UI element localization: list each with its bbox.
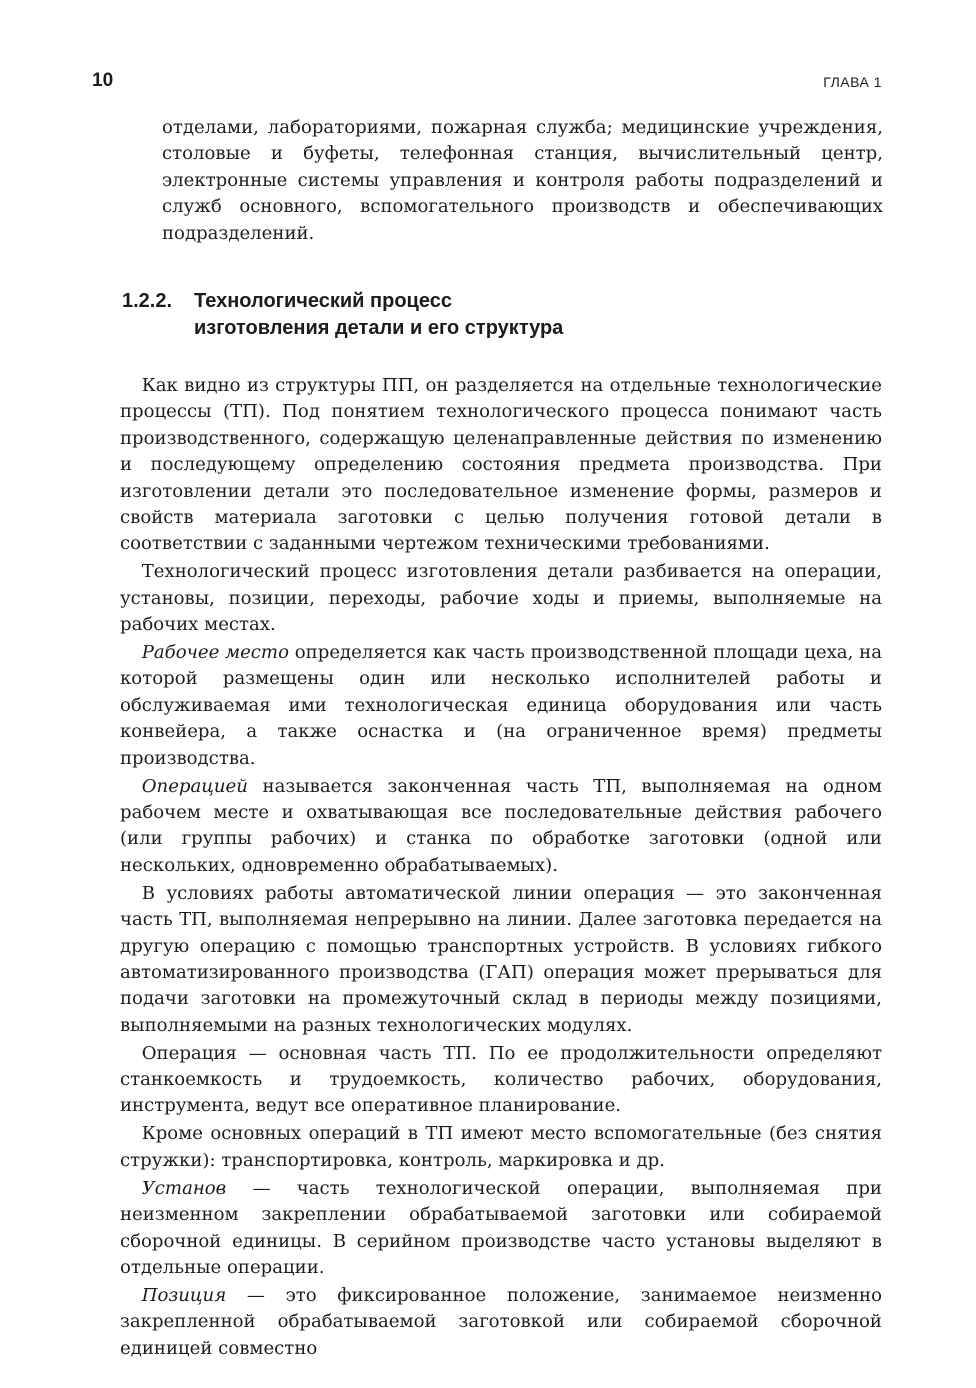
paragraph [120,1121,882,1174]
term-italic: Установ [141,1177,227,1199]
paragraph-text: Как видно из структуры ПП, он разделяется на отдельные технологические процессы (ТП). Под понятием технологического процесса понимают часть производственного, содержащую целенаправленные действия по изменению и последующему определению состояния предмета производства. При изготовлении детали это последовательное изменение формы, размеров и свойств материала заготовки с целью получения готовой детали в соответствии с заданными чертежом техническими требованиями. [120,375,882,555]
section-title-line1: Технологический процесс [194,290,452,312]
term-italic: Операцией [141,775,248,797]
page-number: 10 [92,70,114,91]
paragraph [120,559,882,638]
paragraph [120,1041,882,1120]
running-header-chapter: ГЛАВА 1 [823,74,882,90]
section-title-line2: изготовления детали и его структура [194,317,564,339]
paragraph-text: В условиях работы автоматической линии операция — это законченная часть ТП, выполняемая непрерывно на линии. Далее заготовка передается на другую операцию с помощью транспортных устройств. В условиях гибкого автоматизированного производства (ГАП) операция может прерываться для подачи заготовки на промежуточный склад в периоды между позициями, выполняемыми на разных технологических модулях. [120,882,882,1036]
term-italic: Позиция [141,1284,227,1306]
paragraph [120,1176,882,1282]
intro-paragraph: отделами, лабораториями, пожарная служба; медицинские учреждения, столовые и буфеты, телефонная станция, вычислительный центр, электронные системы управления и контроля работы подразделений и служб основного, вспомогательного производств и обеспечивающих подразделений. [162,117,883,244]
paragraph [120,1283,882,1362]
paragraph-text: — это фиксированное положение, занимаемое неизменно закрепленной обрабатываемой заготовкой или собираемой сборочной единицей совместно [120,1284,882,1359]
paragraph-text: — часть технологической операции, выполняемая при неизменном закреплении обрабатываемой заготовки или собираемой сборочной единицы. В серийном производстве часто установы выделяют в отдельные операции. [120,1177,882,1278]
paragraph [120,774,882,880]
paragraph [120,373,882,558]
paragraph-text: называется законченная часть ТП, выполняемая на одном рабочем месте и охватывающая все последовательные действия рабочего (или группы рабочих) и станка по обработке заготовки (одной или нескольких, одновременно обрабатываемых). [120,775,882,876]
paragraph-text: определяется как часть производственной площади цеха, на которой размещены один или несколько исполнителей работы и обслуживаемая ими технологическая единица оборудования или часть конвейера, а также оснастка и (на ограниченное время) предметы производства. [120,642,882,769]
paragraph [120,640,882,772]
section-heading [122,288,563,342]
paragraph [120,881,882,1039]
term-italic: Рабочее место [141,642,289,664]
paragraph-text: Технологический процесс изготовления детали разбивается на операции, установы, позиции, переходы, рабочие ходы и приемы, выполняемые на рабочих местах. [120,561,882,636]
paragraph-text: Кроме основных операций в ТП имеют место вспомогательные (без снятия стружки): транспортировка, контроль, маркировка и др. [120,1123,882,1171]
section-number: 1.2.2. [122,290,173,312]
paragraph-text: Операция — основная часть ТП. По ее продолжительности определяют станкоемкость и трудоемкость, количество рабочих, оборудования, инструмента, ведут все оперативное планирование. [120,1042,882,1117]
main-text [120,373,882,1364]
